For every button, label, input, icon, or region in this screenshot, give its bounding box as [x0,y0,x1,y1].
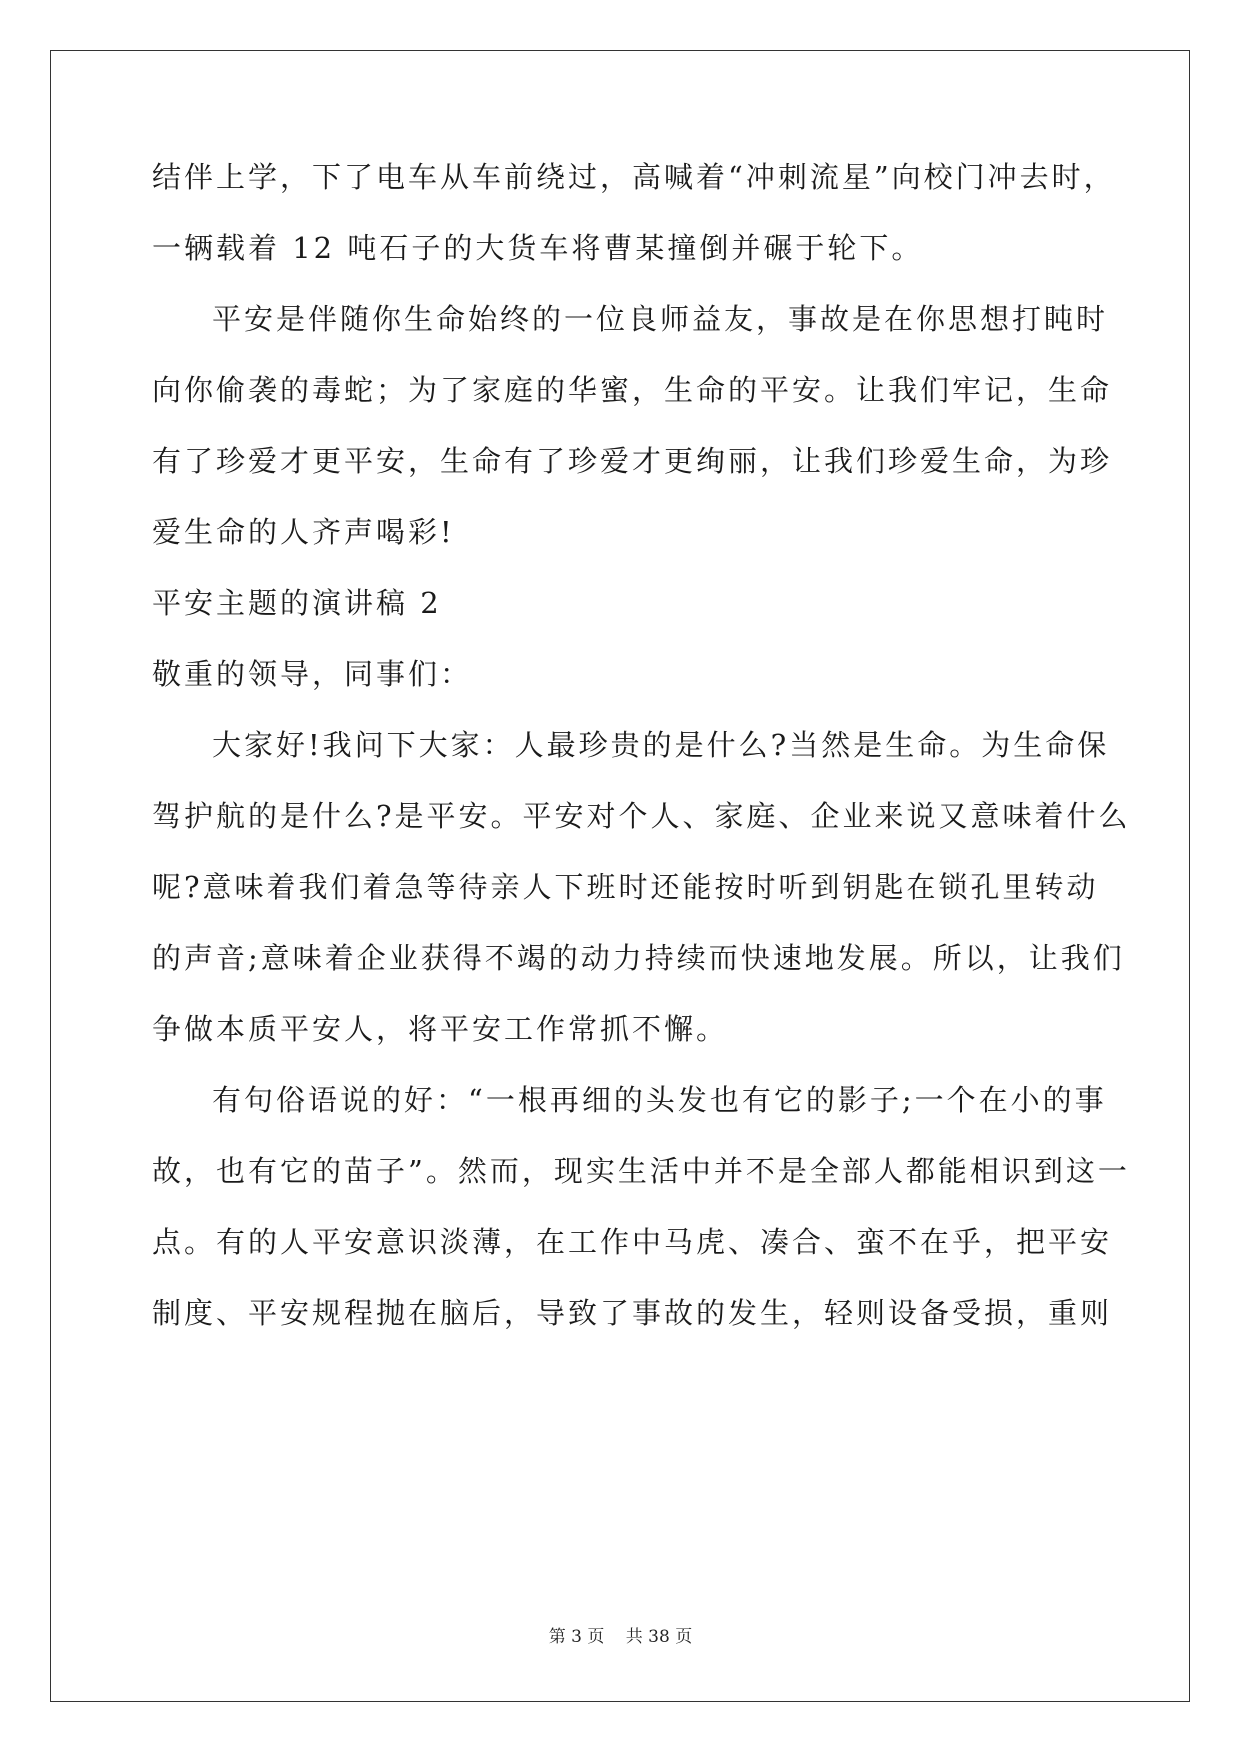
text-line: 有了珍爱才更平安，生命有了珍爱才更绚丽，让我们珍爱生命，为珍 [152,444,1113,478]
text-line: 制度、平安规程抛在脑后，导致了事故的发生，轻则设备受损，重则 [152,1296,1113,1330]
text-line: 大家好!我问下大家：人最珍贵的是什么?当然是生命。为生命保 [212,728,1110,762]
text-line: 向你偷袭的毒蛇；为了家庭的华蜜，生命的平安。让我们牢记，生命 [152,373,1113,407]
text-line: 争做本质平安人，将平安工作常抓不懈。 [152,1012,729,1046]
text-line: 一辆载着 12 吨石子的大货车将曹某撞倒并碾于轮下。 [152,231,924,265]
text-line: 平安是伴随你生命始终的一位良师益友，事故是在你思想打盹时 [212,302,1109,336]
section-heading: 平安主题的演讲稿 2 [152,586,442,620]
text-line: 呢?意味着我们着急等待亲人下班时还能按时听到钥匙在锁孔里转动 [152,870,1099,904]
text-line: 有句俗语说的好：“一根再细的头发也有它的影子;一个在小的事 [212,1083,1107,1117]
page-footer [0,1626,1241,1648]
text-line: 故，也有它的苗子”。然而，现实生活中并不是全部人都能相识到这一 [152,1154,1130,1188]
page-total: 共 38 页 [625,1627,693,1647]
text-line: 的声音;意味着企业获得不竭的动力持续而快速地发展。所以，让我们 [152,941,1125,975]
text-line: 驾护航的是什么?是平安。平安对个人、家庭、企业来说又意味着什么 [152,799,1131,833]
page-number: 第 3 页 [548,1627,605,1647]
text-line: 结伴上学，下了电车从车前绕过，高喊着“冲刺流星”向校门冲去时， [152,160,1116,194]
text-line: 点。有的人平安意识淡薄，在工作中马虎、凑合、蛮不在乎，把平安 [152,1225,1113,1259]
salutation: 敬重的领导，同事们： [152,657,473,691]
text-line: 爱生命的人齐声喝彩! [152,515,455,549]
